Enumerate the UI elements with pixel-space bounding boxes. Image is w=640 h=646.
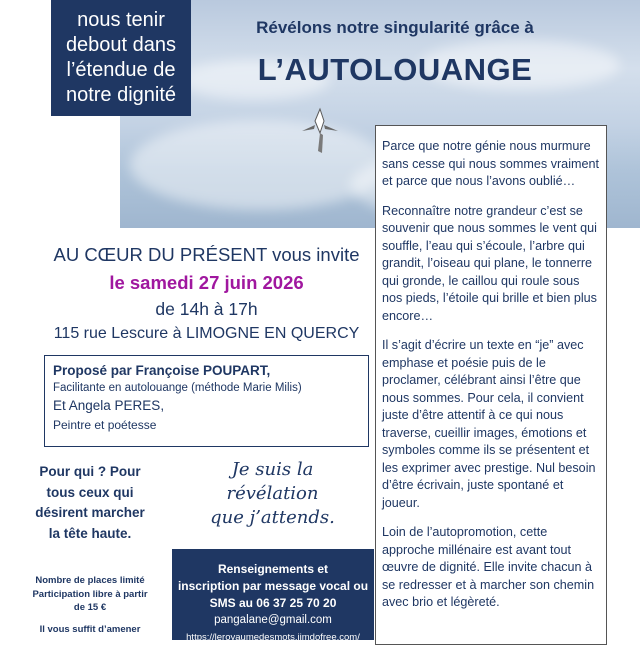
contact-email[interactable]: pangalane@gmail.com	[214, 614, 332, 626]
places-info: Nombre de places limité Participation libre à partir de 15 €	[32, 575, 148, 613]
proposer-role: Facilitante en autolouange (méthode Marie Milis)	[53, 382, 302, 394]
proposer-line: Proposé par Françoise POUPART,	[53, 363, 271, 378]
description-paragraph: Reconnaître notre grandeur c’est se souvenir que nous sommes le vent qui souffle, l’eau qui s’écoule, l’arbre qui grandit, l’oiseau qui plane, le tonnerre qui gronde, le caillou qui roule sous nos pieds, l’étoile qui brille et bien plus encore…	[382, 203, 597, 323]
seagull-icon	[300, 103, 340, 159]
contact-box	[172, 549, 374, 643]
description-box	[375, 125, 607, 645]
proposer-line: Et Angela PERES,	[53, 398, 165, 413]
contact-url-link[interactable]: https://leroyaumedesmots.jimdofree.com/	[186, 632, 360, 643]
description-paragraph: Loin de l’autopromotion, cette approche millénaire est avant tout œuvre de dignité. Elle invite chacun à se redresser et à marcher son chemin avec brio et légèreté.	[382, 525, 595, 609]
page-title: L’AUTOLOUANGE	[257, 52, 533, 87]
quote-line: que j’attends.	[210, 507, 335, 528]
contact-phone[interactable]: SMS au 06 37 25 70 20	[209, 596, 337, 610]
tagline-line: notre dignité	[65, 84, 177, 106]
contact-line: inscription par message vocal ou	[177, 579, 369, 593]
proposer-role: Peintre et poétesse	[53, 418, 157, 432]
quote-line: révélation	[226, 483, 319, 504]
quote-line: Je suis la	[231, 459, 314, 480]
suffit-text: Il vous suffit d’amener	[39, 624, 141, 635]
description-paragraph: Il s’agit d’écrire un texte en “je” avec emphase et poésie puis de le proclamer, célébrant ainsi l’être que nous sommes. Pour cela, il convient juste d’être attentif à ce qui nous traverse, cueillir images, émotions et symboles comme ils se présentent et les exprimer avec prestige. Nul besoin d’être écrivain, juste spontané et joueur.	[382, 338, 596, 510]
event-date: le samedi 27 juin 2026	[109, 272, 304, 293]
event-invite: AU CŒUR DU PRÉSENT vous invite	[53, 244, 360, 265]
audience-text: Pour qui ? Pour tous ceux qui désirent marcher la tête haute.	[35, 464, 145, 541]
event-address: 115 rue Lescure à LIMOGNE EN QUERCY	[53, 325, 360, 342]
tagline-line: nous tenir	[77, 9, 165, 31]
header-subtitle: Révélons notre singularité grâce à	[256, 18, 534, 37]
contact-line: Renseignements et	[217, 562, 329, 576]
tagline-line: l’étendue de	[66, 59, 176, 81]
proposer-box	[44, 355, 369, 447]
tagline-box	[51, 0, 191, 116]
event-time: de 14h à 17h	[155, 299, 258, 319]
tagline-line: debout dans	[65, 34, 177, 56]
quote-text	[190, 458, 355, 530]
description-paragraph: Parce que notre génie nous murmure sans cesse qui nous sommes vraiment et parce que nous l’avons oublié…	[382, 139, 599, 188]
